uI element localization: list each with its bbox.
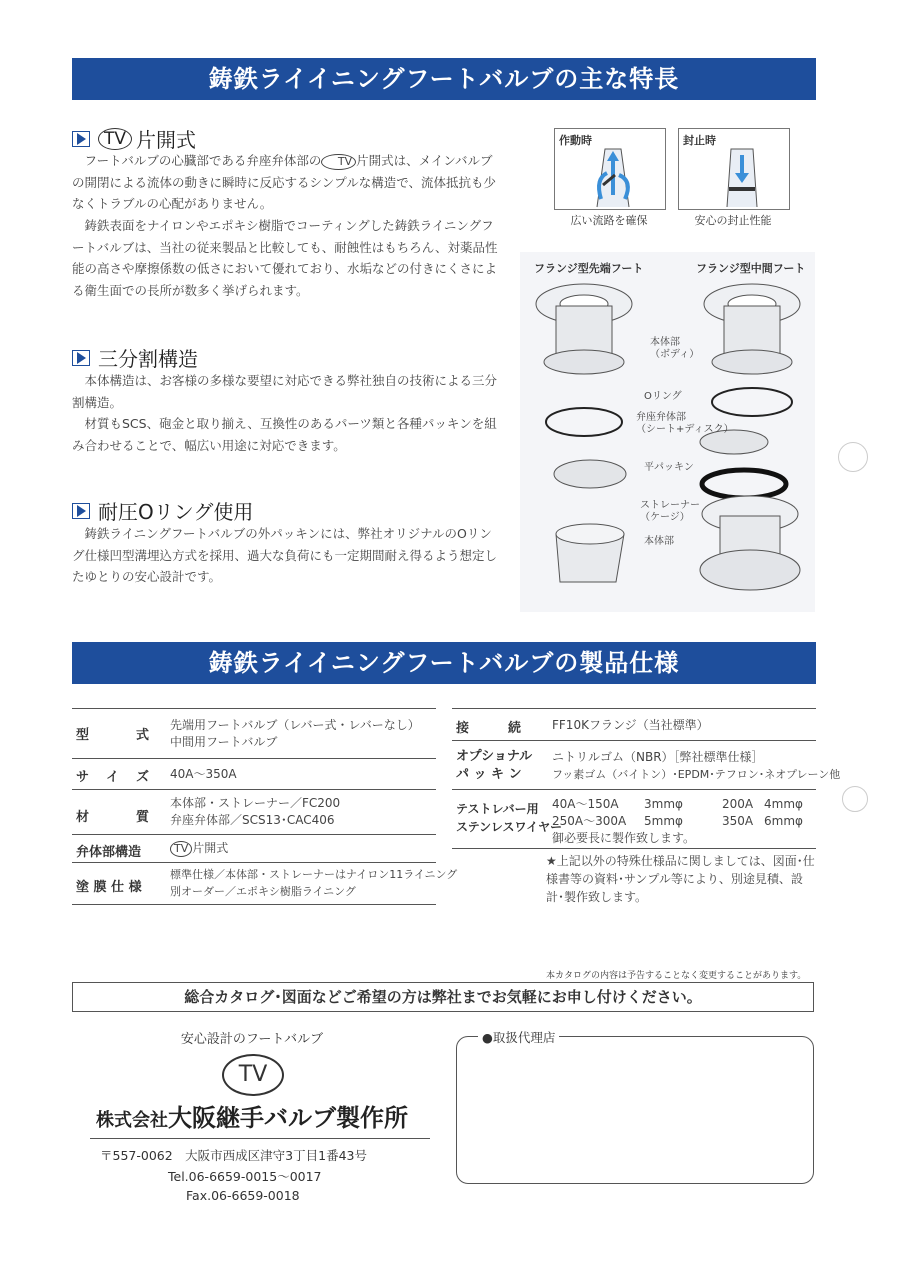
triangle-marker-icon xyxy=(72,350,90,366)
tv-logo-icon: TV xyxy=(98,128,132,150)
closed-label: 封止時 xyxy=(683,134,716,147)
spec-label-coating: 塗 膜 仕 様 xyxy=(76,880,142,895)
closed-diagram xyxy=(678,128,790,210)
spec-value-material: 本体部・ストレーナー／FC200 弁座弁体部／SCS13･CAC406 xyxy=(170,796,341,827)
contact-banner: 総合カタログ･図面などご希望の方は弊社までお気軽にお申し付けください。 xyxy=(72,982,814,1012)
callout-strainer: ストレーナー （ケージ） xyxy=(640,500,700,523)
closed-caption: 安心の封止性能 xyxy=(694,214,772,227)
operating-caption: 広い流路を確保 xyxy=(570,214,648,227)
spec-label-material: 材 質 xyxy=(76,810,152,825)
feature-1-title xyxy=(72,124,196,153)
operating-label: 作動時 xyxy=(559,134,592,147)
spec-value-packing: ニトリルゴム（NBR）［弊社標準仕様］ フッ素ゴム（バイトン）･EPDM･テフロン･ネオプレーン他 xyxy=(552,750,841,781)
open-flow-icon xyxy=(555,129,665,209)
spec-label-type: 型 式 xyxy=(76,728,152,743)
spec-label-connection: 接 続 xyxy=(456,721,522,736)
company-fax: Fax.06-6659-0018 xyxy=(186,1188,300,1203)
punch-hole xyxy=(842,786,868,812)
tv-company-logo: TV xyxy=(222,1054,284,1096)
spec-value-coating: 標準仕様／本体部・ストレーナーはナイロン11ライニング 別オーダー／エポキシ樹脂ライニング xyxy=(170,868,458,898)
spec-value-structure: TV 片開式 xyxy=(170,840,228,857)
spec-label-packing: オプショナル パ ッ キ ン xyxy=(456,749,533,782)
company-name: 株式会社大阪継手バルブ製作所 xyxy=(96,1104,408,1132)
spec-value-type: 先端用フートバルブ（レバー式・レバーなし） 中間用フートバルブ xyxy=(170,718,420,749)
operating-diagram xyxy=(554,128,666,210)
feature-1-para-2: 鋳鉄表面をナイロンやエポキシ樹脂でコーティングした鋳鉄ライニングフートバルブは、当社の従来製品と比較しても、耐蝕性はもちろん、対薬品性能の高さや摩擦係数の低さにおいて優れており、水垢などの付きにくさによる衛生面での長所が数多く挙げられます。 xyxy=(72,218,498,298)
company-tel: Tel.06-6659-0015～0017 xyxy=(168,1169,322,1184)
callout-body-1: 本体部 （ボディ） xyxy=(650,337,700,360)
spec-value-connection: FF10Kフランジ（当社標準） xyxy=(552,718,709,732)
spec-label-structure: 弁体部構造 xyxy=(76,845,142,860)
closed-flow-icon xyxy=(679,129,789,209)
triangle-marker-icon xyxy=(72,131,90,147)
tv-inline-icon: TV xyxy=(170,841,192,857)
specs-banner: 鋳鉄ライイニングフートバルブの製品仕様 xyxy=(72,642,816,684)
triangle-marker-icon xyxy=(72,503,90,519)
spec-label-wire: テストレバー用 ステンレスワイヤー xyxy=(456,802,563,834)
dealer-label: ●取扱代理店 xyxy=(478,1028,559,1046)
spec-value-size: 40A～350A xyxy=(170,767,237,781)
special-note: ★上記以外の特殊仕様品に関しましては、図面･仕様書等の資料･サンプル等により、別途見積、設計･製作致します。 xyxy=(546,854,815,904)
feature-2-title-text: 三分割構造 xyxy=(98,347,198,371)
exploded-diagram xyxy=(520,252,815,612)
tv-inline-icon: TV xyxy=(321,154,356,170)
callout-packing: 平パッキン xyxy=(644,462,694,473)
feature-3-para-1: 鋳鉄ライニングフートバルブの外パッキンには、弊社オリジナルのOリング仕様凹型溝埋込方式を採用、過大な負荷にも一定期間耐え得るよう想定したゆとりの安心設計です。 xyxy=(72,526,498,584)
feature-1-para-1: フートバルブの心臓部である弁座弁体部の TV 片開式は、メインバルブの開閉による流体の動きに瞬時に反応するシンプルな構造で、流体抵抗も少なくトラブルの心配がありません。 xyxy=(72,153,496,211)
punch-hole xyxy=(838,442,868,472)
dealer-box xyxy=(456,1036,814,1184)
left-diagram-title: フランジ型先端フート xyxy=(534,262,644,275)
feature-3-title-text: 耐圧Oリング使用 xyxy=(98,500,254,524)
callout-seat: 弁座弁体部 （シート+ディスク） xyxy=(636,412,734,435)
features-banner: 鋳鉄ライイニングフートバルブの主な特長 xyxy=(72,58,816,100)
company-tagline: 安心設計のフートバルブ xyxy=(180,1032,324,1047)
feature-3-title xyxy=(72,496,253,525)
spec-value-wire: 40A～150A 3mmφ 200A 4mmφ 250A～300A 5mmφ 350A 6mmφ 御必要長に製作致します。 xyxy=(552,797,803,845)
right-diagram-title: フランジ型中間フート xyxy=(696,262,806,275)
feature-2-para-1: 本体構造は、お客様の多様な要望に対応できる弊社独自の技術による三分割構造。 xyxy=(72,373,498,410)
feature-2-title xyxy=(72,343,198,372)
company-address: 〒557-0062 大阪市西成区津守3丁目1番43号 xyxy=(100,1148,367,1163)
feature-1-title-text: 片開式 xyxy=(136,128,197,152)
spec-label-size: サ イ ズ xyxy=(76,770,152,785)
disclaimer: 本カタログの内容は予告することなく変更することがあります。 xyxy=(546,971,807,981)
callout-oring: Oリング xyxy=(644,391,682,402)
feature-2-para-2: 材質もSCS、砲金と取り揃え、互換性のあるパーツ類と各種パッキンを組み合わせることで、幅広い用途に対応できます。 xyxy=(72,416,497,453)
callout-body-2: 本体部 xyxy=(644,536,674,547)
